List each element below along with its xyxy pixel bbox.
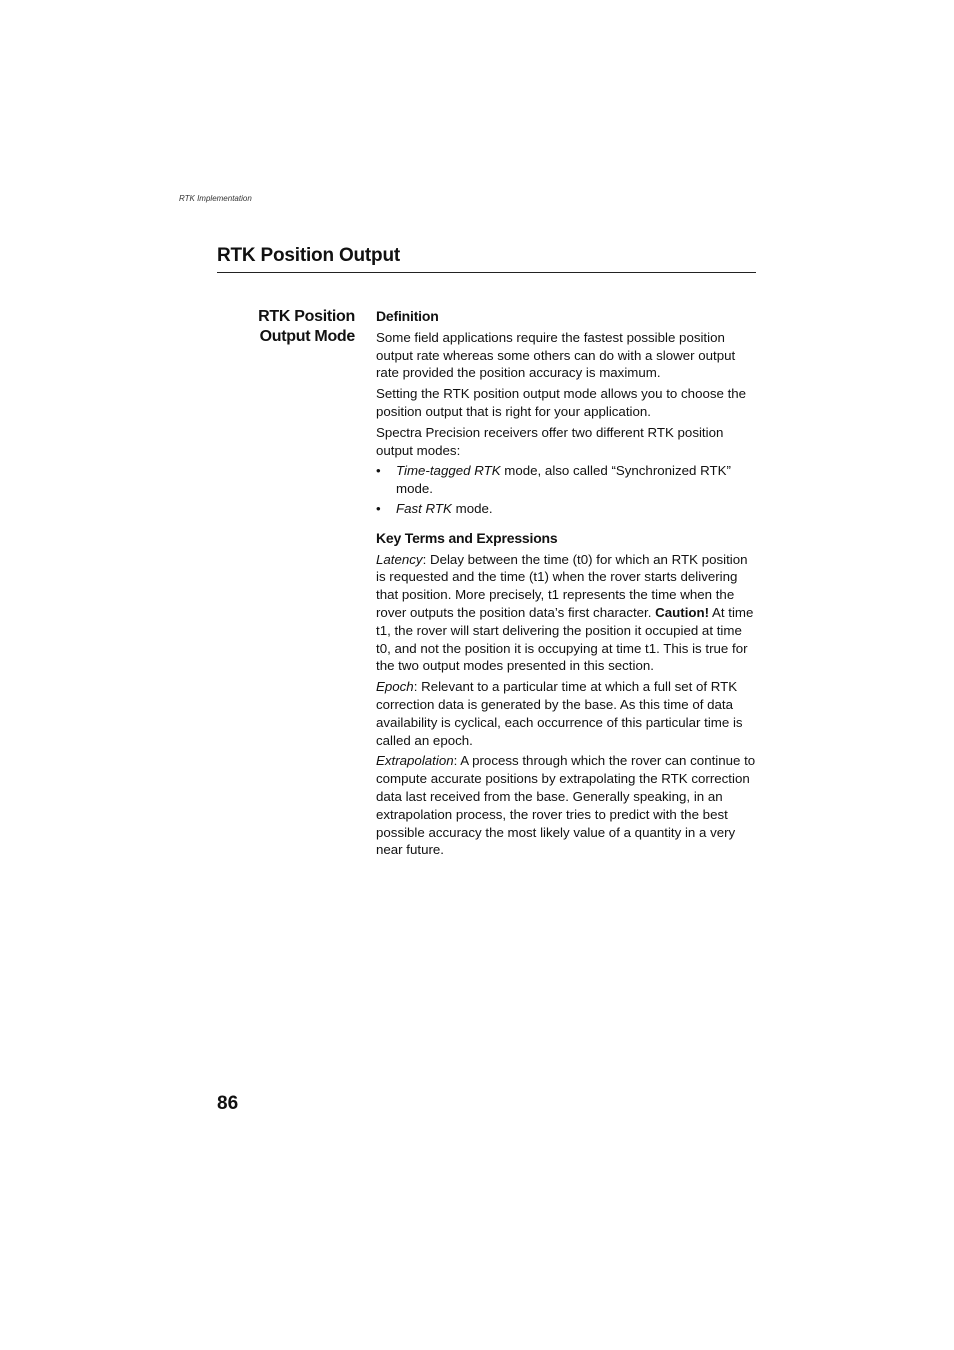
latency-paragraph — [376, 551, 756, 676]
latency-text-2: At time t1, the rover will start delivering the position it occupied at time t0, and not the position it is occupying at time t1. This is true for the two output modes presented in this section. — [376, 604, 754, 674]
list-item — [376, 462, 756, 498]
definition-paragraph-1: Some field applications require the fastest possible position output rate whereas some others can do with a slower output rate provided the position accuracy is maximum. — [376, 329, 736, 381]
latency-term: Latency — [376, 551, 423, 567]
main-content — [376, 308, 756, 862]
definition-heading: Definition — [376, 308, 439, 324]
latency-text-1: : Delay between the time (t0) for which an RTK position is requested and the time (t1) when the rover starts delivering that position. More precisely, t1 represents the time when the rover outputs the position data’s first character. — [376, 551, 748, 620]
page-number: 86 — [217, 1093, 239, 1114]
mode-description: mode. — [451, 500, 493, 516]
mode-term: Fast RTK — [396, 500, 452, 516]
mode-term: Time-tagged RTK — [396, 463, 501, 479]
epoch-text: : Relevant to a particular time at which a full set of RTK correction data is generated by the base. As this time of data availability is cyclical, each occurrence of this particular time is called an epoch. — [376, 679, 743, 748]
extrapolation-term: Extrapolation — [376, 753, 454, 769]
bullet-icon: • — [376, 500, 381, 516]
side-heading-line1: RTK Position — [258, 308, 355, 325]
section-title: RTK Position Output — [217, 245, 756, 273]
definition-paragraph-2: Setting the RTK position output mode allows you to choose the position output that is right for your application. — [376, 386, 747, 419]
epoch-term: Epoch — [376, 679, 414, 695]
mode-description: mode, also called “Synchronized RTK” mode. — [396, 463, 731, 497]
extrapolation-text: : A process through which the rover can continue to compute accurate positions by extrapolating the RTK correction data last received from the base. Generally speaking, in an extrapolation process, the rover tries to predict with the best possible accuracy the most likely value of a quantity in a very near future. — [376, 753, 756, 858]
bullet-icon: • — [376, 463, 381, 479]
key-terms-heading: Key Terms and Expressions — [376, 529, 558, 546]
epoch-paragraph — [376, 678, 756, 749]
extrapolation-paragraph — [376, 752, 756, 859]
list-item — [376, 500, 756, 518]
running-header: RTK Implementation — [179, 194, 252, 203]
caution-label: Caution! — [655, 604, 710, 620]
side-heading — [217, 307, 355, 347]
definition-paragraph-3: Spectra Precision receivers offer two different RTK position output modes: — [376, 424, 724, 458]
output-modes-list — [376, 462, 756, 517]
side-heading-line2: Output Mode — [259, 328, 355, 345]
